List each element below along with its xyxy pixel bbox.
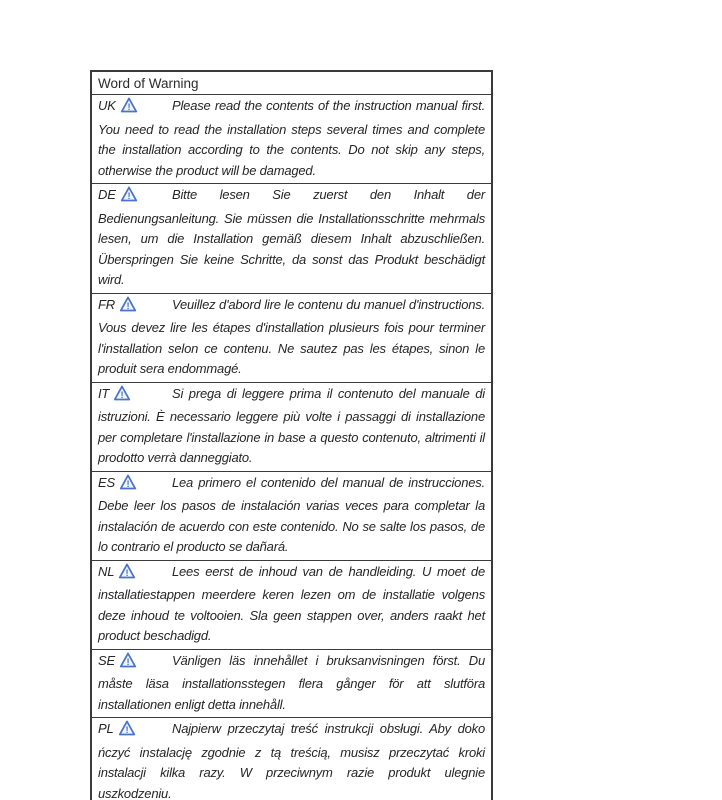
warning-text: Bitte lesen Sie zuerst den Inhalt der Bedienungsanleitung. Sie müssen die Installationsschritte mehrmals lesen, um die Installation gemäß diesem Inhalt abzuschließen. Überspringen Sie keine Schritte, da sonst das Produkt beschädigt wird. <box>98 187 485 287</box>
warning-triangle-icon <box>119 474 137 497</box>
language-code: IT <box>98 385 110 401</box>
warning-text: Please read the contents of the instruction manual first. You need to read the installation steps several times and complete the installation according to the contents. Do not skip any steps, otherwise the product will be damaged. <box>98 98 485 178</box>
warning-row-se <box>92 650 491 719</box>
warning-text: Lea primero el contenido del manual de instrucciones. Debe leer los pasos de instalación varias veces para completar la instalación de acuerdo con este contenido. No se salte los pasos, de lo contrario el producto se dañará. <box>98 474 485 554</box>
svg-text:!: ! <box>127 191 131 202</box>
language-label-cell <box>98 185 172 209</box>
warning-triangle-icon <box>118 563 136 586</box>
warning-triangle-icon <box>119 652 137 675</box>
language-code: DE <box>98 187 116 202</box>
warning-row-es <box>92 472 491 561</box>
language-label-cell <box>98 473 172 497</box>
warning-row-fr <box>92 294 491 383</box>
warning-triangle-icon <box>120 97 138 120</box>
language-code: UK <box>98 98 116 113</box>
language-code: NL <box>98 563 115 579</box>
warning-triangle-icon <box>119 296 137 319</box>
language-label-cell <box>98 384 172 408</box>
language-code: PL <box>98 721 114 736</box>
language-label-cell <box>98 651 172 675</box>
warning-text: Veuillez d'abord lire le contenu du manuel d'instructions. Vous devez lire les étapes d'installation plusieurs fois pour terminer l'installation selon ce contenu. Ne sautez pas les étapes, sinon le produit sera endommagé. <box>98 296 485 376</box>
warning-row-de <box>92 184 491 294</box>
warning-row-it <box>92 383 491 472</box>
warning-text: Vänligen läs innehållet i bruksanvisningen först. Du måste läsa installationsstegen flera gånger för att slutföra installationen enligt detta innehåll. <box>98 652 485 712</box>
language-label-cell <box>98 562 172 586</box>
warning-text: Si prega di leggere prima il contenuto del manuale di istruzioni. È necessario leggere più volte i passaggi di installazione per completare l'installazione in base a questo contenuto, altrimenti il prodotto verrà danneggiato. <box>98 385 485 465</box>
language-code: ES <box>98 474 115 490</box>
svg-text:!: ! <box>126 478 130 490</box>
svg-text:!: ! <box>125 725 129 736</box>
warning-table <box>90 70 493 800</box>
warning-row-nl <box>92 561 491 650</box>
language-label-cell <box>98 719 172 743</box>
warning-triangle-icon <box>118 720 136 743</box>
svg-text:!: ! <box>120 389 124 401</box>
language-code: SE <box>98 652 115 668</box>
warning-text: Najpierw przeczytaj treść instrukcji obsługi. Aby doko ńczyć instalację zgodnie z tą treścią, musisz przeczytać kroki instalacji kilka razy. W przeciwnym razie produkt ulegnie uszkodzeniu. <box>98 721 485 800</box>
language-code: FR <box>98 296 115 312</box>
language-label-cell <box>98 295 172 319</box>
svg-text:!: ! <box>126 656 130 668</box>
table-header: Word of Warning <box>92 72 491 95</box>
warning-triangle-icon <box>120 186 138 209</box>
svg-text:!: ! <box>126 300 130 312</box>
svg-text:!: ! <box>125 567 129 579</box>
warning-row-pl <box>92 718 491 800</box>
warning-text: Lees eerst de inhoud van de handleiding. U moet de installatiestappen meerdere keren lezen om de installatie volgens deze inhoud te voltooien. Sla geen stappen over, anders raakt het product beschadigd. <box>98 563 485 643</box>
svg-text:!: ! <box>127 102 131 113</box>
language-label-cell <box>98 96 172 120</box>
warning-row-uk <box>92 95 491 184</box>
warning-triangle-icon <box>113 385 131 408</box>
